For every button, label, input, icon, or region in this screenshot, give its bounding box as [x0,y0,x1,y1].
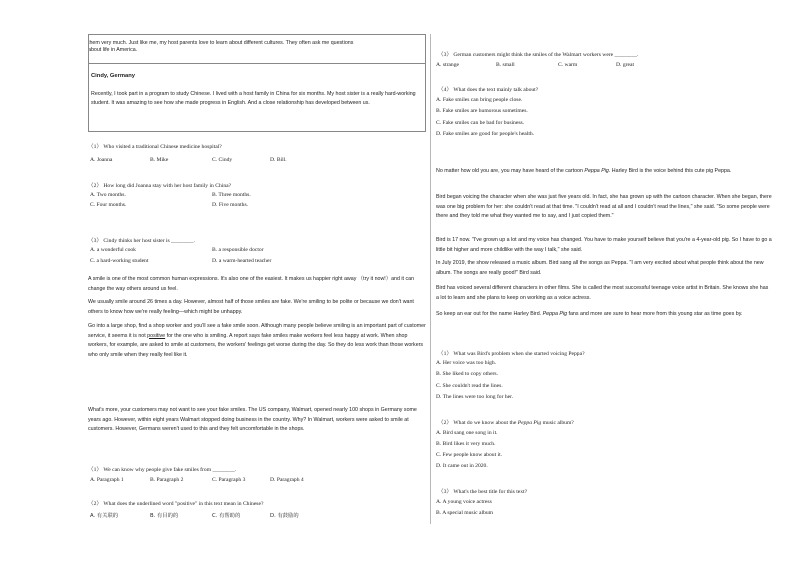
passage-paragraph: What's more, your customers may not want to see your fake smiles. The US company, Walmart, opened nearly 100 shops in Germany some years ago. However, within eight years Walmart stopped doing business in the country. Why? In Walmart, workers were asked to smile at customers. However, Germans weren't used to this and they felt uncomfortable in the shops. [88,407,417,433]
question-stem: （1） Who visited a traditional Chinese medicine hospital? [88,144,222,150]
passage-paragraph: Bird began voicing the character when she was just five years old. In fact, she has grown up with the cartoon character. When she began, there was one big problem for her: she couldn't read at that time. "I couldn't read at all and I couldn't read the lines," she said. "So some people were there and they told me what they wanted me to say, and I just copied them." [436,194,772,220]
passage-paragraph [436,167,772,177]
option-a[interactable]: A. 有关联的 [90,513,119,519]
box-intro-line1: them very much. Just like me, my host parents love to learn about different cultures. They often ask me questions [88,40,354,46]
column-divider [430,34,431,524]
text-run: （2） What do we know about the [438,420,518,426]
question-stem: （2） What does the underlined word "positive" in this text mean in Chinese? [88,501,264,507]
option-d[interactable]: D. 有鼓励的 [270,513,299,519]
option-b[interactable]: B. Three months. [212,192,251,198]
option-b[interactable]: B. Fake smiles are humorous sometimes. [436,108,528,114]
option-a[interactable]: A. Bird sang one song in it. [436,430,498,436]
option-c[interactable]: C. Cindy [212,157,233,163]
text-run: So keep an ear out for the name Harley Bird. [436,311,543,317]
question-stem: （4） What does the text mainly talk about? [438,87,539,93]
option-d[interactable]: D. great [616,62,635,68]
text-run: . Harley Bird is the voice behind this cute pig Peppa. [608,168,732,174]
option-b[interactable]: B. She liked to copy others. [436,371,498,377]
question-stem: （3） Cindy thinks her host sister is ________. [88,238,195,244]
option-d[interactable]: D. Five months. [212,202,249,208]
passage-paragraph: A smile is one of the most common human expressions. It's also one of the easiest. It makes us happier right away （try it now!）and it can change the way others around us feel. [88,276,415,292]
passage-paragraph: Bird has voiced several different characters in other films. She is called the most successful teenage voice artist in Britain. She knows she has a lot to learn and she plans to keep on working as a voice actress. [436,285,769,301]
option-c[interactable]: C. Fake smiles can be bad for business. [436,120,525,126]
italic-title: Peppa Pig [542,311,568,317]
option-a[interactable]: A. a wonderful cook [90,247,136,253]
box-paragraph: Recently, I took part in a program to study Chinese. I lived with a host family in China for six months. My host sister is a really hard-working student. It was amazing to see how she made progress in English. And a close relationship has developed between us. [91,91,416,106]
option-a[interactable]: A. Her voice was too high. [436,360,497,366]
passage-paragraph-underlined [88,322,426,360]
option-d[interactable]: D. a warm-hearted teacher [212,258,272,264]
italic-title: Peppa Pig [584,168,609,174]
passage-paragraph [436,310,772,320]
option-a[interactable]: A. Joanna [90,157,113,163]
option-b[interactable]: B. Paragraph 2 [150,477,184,483]
passage-paragraph: In July 2019, the show released a music album. Bird sang all the songs as Peppa. "I am very excited about what people think about the new album. The songs are really good!" Bird said. [436,260,764,276]
option-c[interactable]: C. Four months. [90,202,127,208]
profile-box [88,34,426,132]
option-b[interactable]: B. 有目的的 [150,513,179,519]
text-run: fans and more are sure to hear more from this young star as time goes by. [567,311,743,317]
option-b[interactable]: B. Mike [150,157,169,163]
passage-paragraph: We usually smile around 26 times a day. However, almost half of those smiles are fake. We're smiling to be polite or because we don't want others to know how we're really feeling—which might be unhappy. [88,299,414,315]
box-separator [89,63,425,64]
option-c[interactable]: C. a hard-working student [90,258,149,264]
option-c[interactable]: C. Paragraph 3 [212,477,246,483]
option-b[interactable]: B. a responsible doctor [212,247,264,253]
option-d[interactable]: D. Paragraph 4 [270,477,304,483]
passage-paragraph: Bird is 17 now. "I've grown up a lot and my voice has changed. You have to make yourself believe that you're a 4-year-old pig. So I have to go a little bit higher and more childlike with the way I talk," she said. [436,237,772,253]
question-stem: （1） We can know why people give fake smiles from ________. [88,467,237,473]
option-c[interactable]: C. 有帮助的 [212,513,241,519]
option-b[interactable]: B. small [496,62,515,68]
question-stem: （1） What was Bird's problem when she started voicing Peppa? [438,351,585,357]
option-c[interactable]: C. warm [558,62,578,68]
text-run: No matter how old you are, you may have heard of the cartoon [436,168,585,174]
option-d[interactable]: D. It came out in 2020. [436,463,488,469]
question-stem: （2） How long did Joanna stay with her host family in China? [88,183,232,189]
box-heading: Cindy, Germany [91,73,136,79]
option-b[interactable]: B. A special music album [436,510,494,516]
question-stem: （3） What's the best title for this text? [438,489,528,495]
option-d[interactable]: D. The lines were too long for her. [436,394,514,400]
option-a[interactable]: A. Two months. [90,192,126,198]
option-a[interactable]: A. strange [436,62,459,68]
option-a[interactable]: A. Fake smiles can bring people close. [436,97,523,103]
text-run: for the one who is smiling. A report says fake smiles make workers feel less happy at work. When shop workers, for example, are asked to smile at customers, the workers' feelings get worse during the day. So they do less work than those workers who only smile when they really feel like it. [88,332,424,358]
option-c[interactable]: C. Few people know about it. [436,452,503,458]
text-run: Go into a large shop, find a shop worker and you'll see a fake smile soon. Although many people believe smiling is an important part of customer service, it seems it is not [88,323,426,339]
option-d[interactable]: D. Bill. [270,157,287,163]
option-a[interactable]: A. Paragraph 1 [90,477,124,483]
box-intro-line2: about life in America. [88,47,138,53]
option-b[interactable]: B. Bird likes it very much. [436,441,496,447]
question-stem [438,418,574,426]
option-a[interactable]: A. A young voice actress [436,499,492,505]
option-c[interactable]: C. She couldn't read the lines. [436,383,503,389]
text-run: music album? [541,420,574,426]
italic-title: Peppa Pig [517,420,542,426]
option-d[interactable]: D. Fake smiles are good for people's health. [436,131,535,137]
underlined-word: positive [147,332,166,339]
question-stem: （3） German customers might think the smiles of the Walmart workers were ________. [438,52,639,58]
